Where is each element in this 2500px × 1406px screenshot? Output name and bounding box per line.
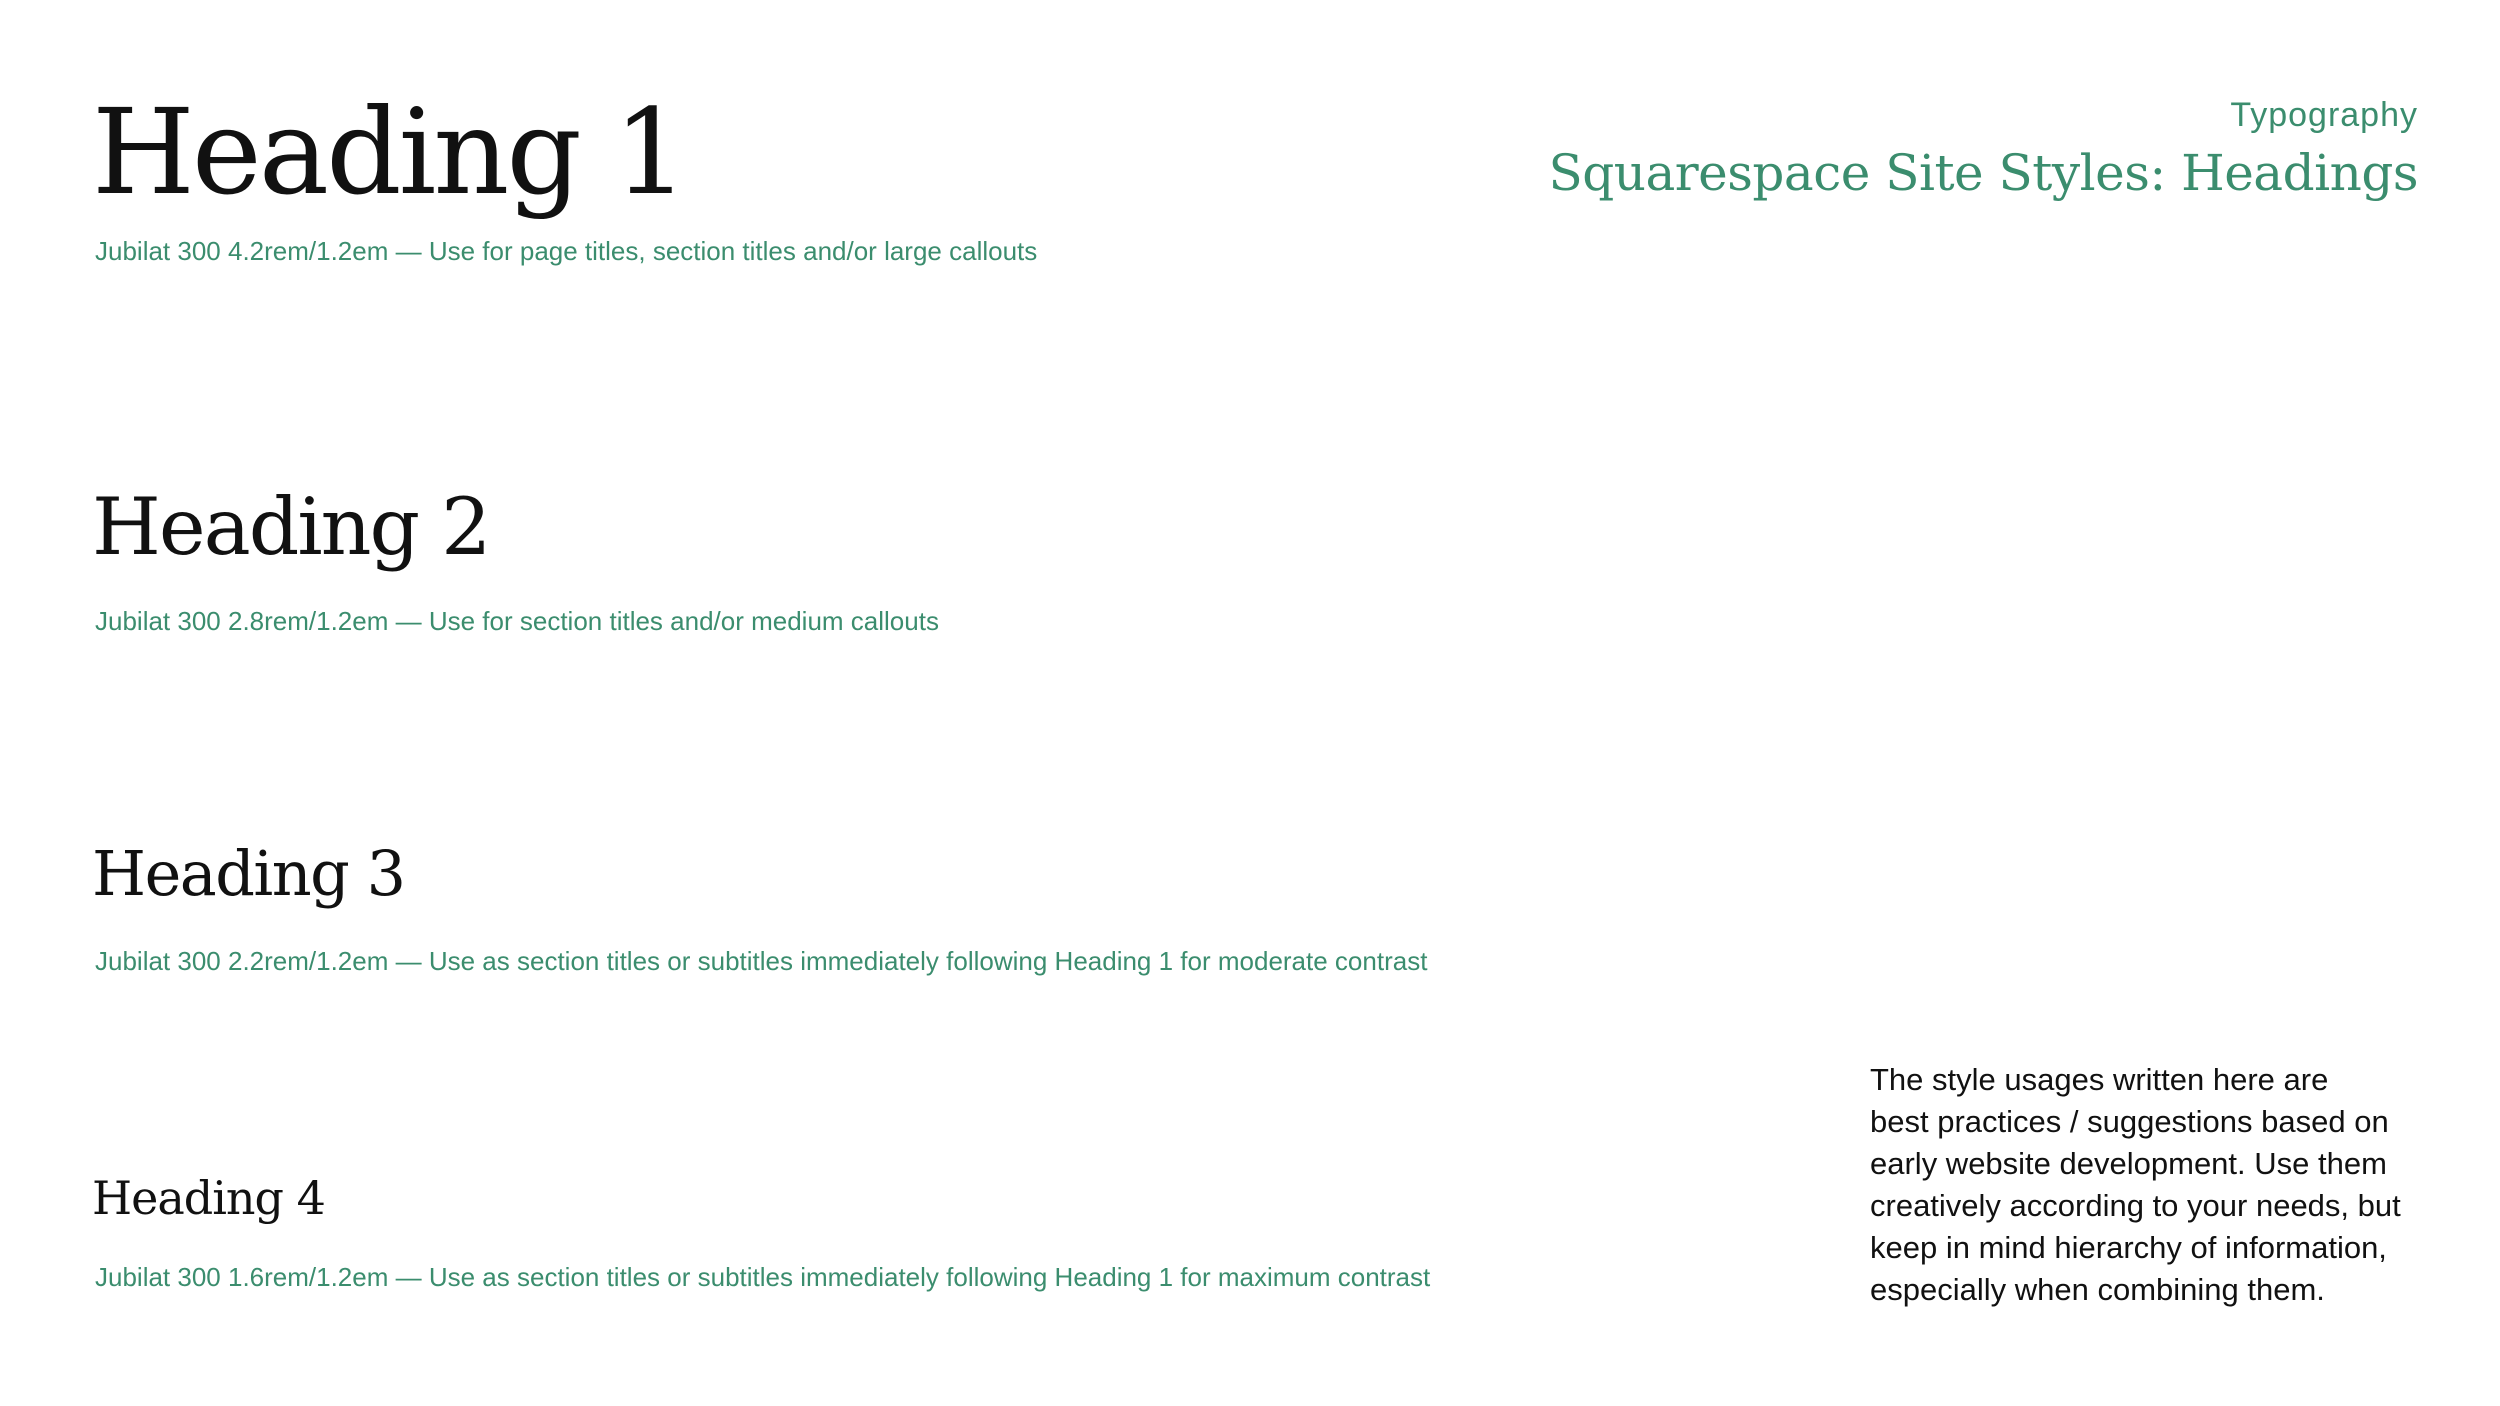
heading-2-sample: Heading 2 [92,481,490,573]
usage-note-line: creatively according to your needs, but [1870,1188,2401,1223]
usage-note [1870,1059,2430,1311]
heading-2-spec: Jubilat 300 2.8rem/1.2em — Use for section titles and/or medium callouts [95,606,939,636]
usage-note-line: especially when combining them. [1870,1272,2325,1307]
usage-note-line: early website development. Use them [1870,1146,2387,1181]
page-title: Squarespace Site Styles: Headings [1548,144,2418,202]
usage-note-line: best practices / suggestions based on [1870,1104,2389,1139]
heading-4-spec: Jubilat 300 1.6rem/1.2em — Use as section titles or subtitles immediately following Heading 1 for maximum contrast [95,1262,1431,1292]
heading-3-spec: Jubilat 300 2.2rem/1.2em — Use as section titles or subtitles immediately following Heading 1 for moderate contrast [95,946,1428,976]
usage-note-line: keep in mind hierarchy of information, [1870,1230,2387,1265]
page-header [1548,96,2419,202]
heading-4-sample: Heading 4 [92,1171,325,1225]
heading-3-sample: Heading 3 [92,837,405,910]
section-label: Typography [2230,96,2418,134]
heading-1-spec: Jubilat 300 4.2rem/1.2em — Use for page titles, section titles and/or large callouts [95,236,1038,266]
usage-note-line: The style usages written here are [1870,1062,2329,1097]
heading-1-sample: Heading 1 [92,83,686,221]
